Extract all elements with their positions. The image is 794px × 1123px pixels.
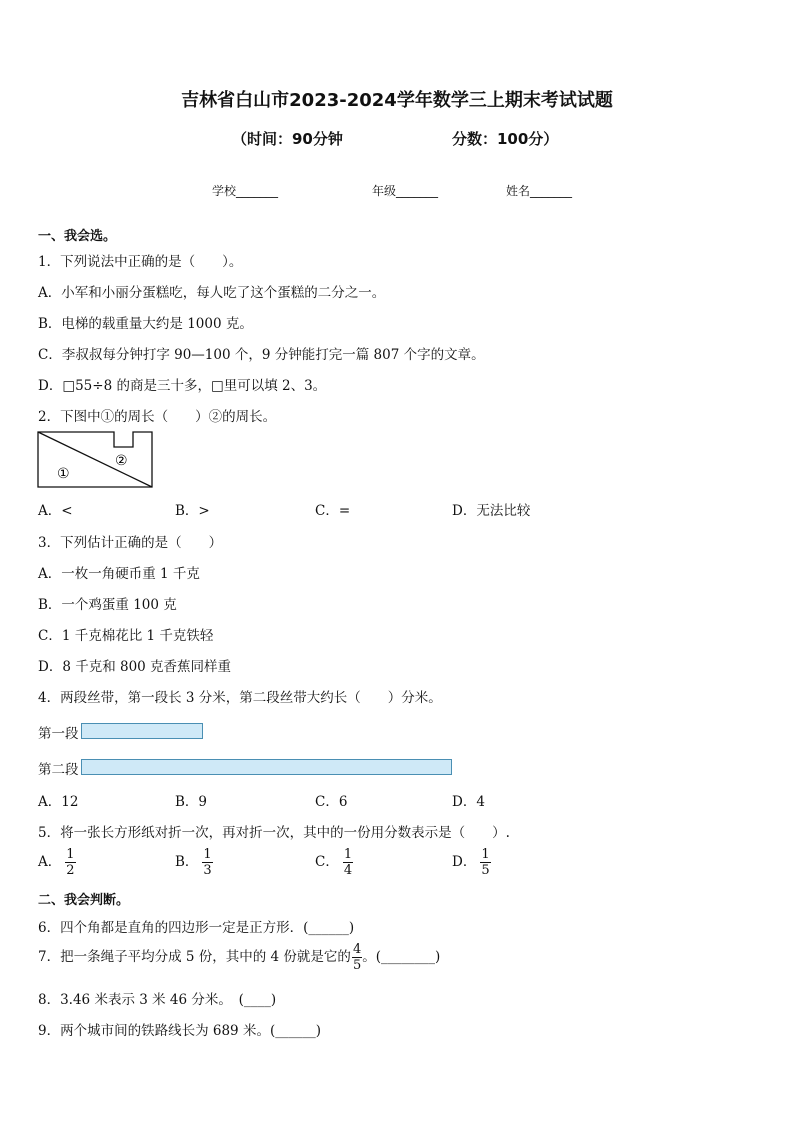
fraction-denominator: 2 bbox=[66, 863, 75, 878]
question-4-option-b: B．9 bbox=[175, 794, 208, 810]
fraction-denominator: 4 bbox=[343, 863, 353, 878]
question-7 bbox=[38, 942, 440, 973]
question-4-option-a: A．12 bbox=[38, 794, 79, 810]
question-3-option-b: B．一个鸡蛋重 100 克 bbox=[38, 597, 177, 613]
region-1-label: ① bbox=[57, 466, 70, 482]
question-8: 8．3.46 米表示 3 米 46 分米。 (____) bbox=[38, 992, 277, 1008]
fraction-four-fifths bbox=[352, 942, 362, 973]
option-b-letter: B． bbox=[175, 854, 199, 870]
fraction-numerator: 1 bbox=[343, 847, 353, 862]
question-2-option-a: A．< bbox=[38, 503, 73, 519]
exam-time: （时间：90分钟 bbox=[232, 130, 343, 148]
option-c-letter: C． bbox=[315, 854, 339, 870]
question-3-option-a: A．一枚一角硬币重 1 千克 bbox=[38, 566, 200, 582]
question-1-stem: 1．下列说法中正确的是（ ）。 bbox=[38, 254, 243, 270]
fraction-one-third bbox=[202, 847, 212, 878]
fraction-numerator: 4 bbox=[352, 942, 362, 957]
question-1-option-d: D．□55÷8 的商是三十多，□里可以填 2、3。 bbox=[38, 378, 327, 394]
ribbon-1-bar bbox=[81, 723, 203, 739]
option-d-letter: D． bbox=[452, 854, 477, 870]
question-1-option-c: C．李叔叔每分钟打字 90—100 个，9 分钟能打完一篇 807 个字的文章。 bbox=[38, 347, 485, 363]
fraction-denominator: 5 bbox=[481, 863, 490, 878]
question-4-option-d: D．4 bbox=[452, 794, 485, 810]
fraction-one-fifth bbox=[480, 847, 490, 878]
fraction-one-quarter bbox=[343, 847, 353, 878]
question-5-stem: 5．将一张长方形纸对折一次，再对折一次，其中的一份用分数表示是（ ）. bbox=[38, 825, 510, 841]
exam-score: 分数：100分） bbox=[452, 130, 559, 148]
question-5-option-c bbox=[315, 847, 353, 878]
ribbon-2-label: 第二段 bbox=[38, 762, 79, 778]
question-7-blank: 。(________) bbox=[362, 949, 441, 965]
question-2-option-c: C．= bbox=[315, 503, 351, 519]
question-5-option-a bbox=[38, 847, 76, 878]
question-3-option-c: C．1 千克棉花比 1 千克铁轻 bbox=[38, 628, 214, 644]
question-3-stem: 3．下列估计正确的是（ ） bbox=[38, 535, 223, 551]
fraction-denominator: 3 bbox=[203, 863, 212, 878]
question-5-option-d bbox=[452, 847, 491, 878]
question-7-text: 7．把一条绳子平均分成 5 份，其中的 4 份就是它的 bbox=[38, 949, 351, 965]
question-9: 9．两个城市间的铁路线长为 689 米。(______) bbox=[38, 1023, 321, 1039]
section-heading-choice: 一、我会选。 bbox=[38, 229, 117, 244]
figure-diagonal bbox=[38, 432, 152, 487]
section-heading-judge: 二、我会判断。 bbox=[38, 893, 130, 908]
fraction-numerator: 1 bbox=[481, 847, 490, 862]
question-2-stem: 2．下图中①的周长（ ）②的周长。 bbox=[38, 409, 277, 425]
exam-title: 吉林省白山市2023-2024学年数学三上期末考试试题 bbox=[181, 90, 613, 111]
question-5-option-b bbox=[175, 847, 213, 878]
perimeter-figure bbox=[37, 430, 155, 490]
option-a-letter: A． bbox=[38, 854, 62, 870]
name-field: 姓名_______ bbox=[506, 184, 573, 198]
fraction-numerator: 1 bbox=[66, 847, 75, 862]
question-6: 6．四个角都是直角的四边形一定是正方形．(______) bbox=[38, 920, 355, 936]
fraction-denominator: 5 bbox=[352, 958, 362, 973]
question-1-option-b: B．电梯的载重量大约是 1000 克。 bbox=[38, 316, 253, 332]
question-4-stem: 4．两段丝带，第一段长 3 分米，第二段丝带大约长（ ）分米。 bbox=[38, 690, 442, 706]
fraction-one-half bbox=[65, 847, 75, 878]
fraction-numerator: 1 bbox=[203, 847, 212, 862]
question-4-option-c: C．6 bbox=[315, 794, 348, 810]
question-2-option-d: D．无法比较 bbox=[452, 503, 531, 519]
region-2-label: ② bbox=[115, 453, 128, 469]
question-1-option-a: A．小军和小丽分蛋糕吃，每人吃了这个蛋糕的二分之一。 bbox=[38, 285, 386, 301]
question-3-option-d: D．8 千克和 800 克香蕉同样重 bbox=[38, 659, 232, 675]
ribbon-1-label: 第一段 bbox=[38, 726, 79, 742]
question-2-option-b: B．> bbox=[175, 503, 210, 519]
grade-field: 年级_______ bbox=[372, 184, 439, 198]
school-field: 学校_______ bbox=[212, 184, 279, 198]
ribbon-2-bar bbox=[81, 759, 452, 775]
